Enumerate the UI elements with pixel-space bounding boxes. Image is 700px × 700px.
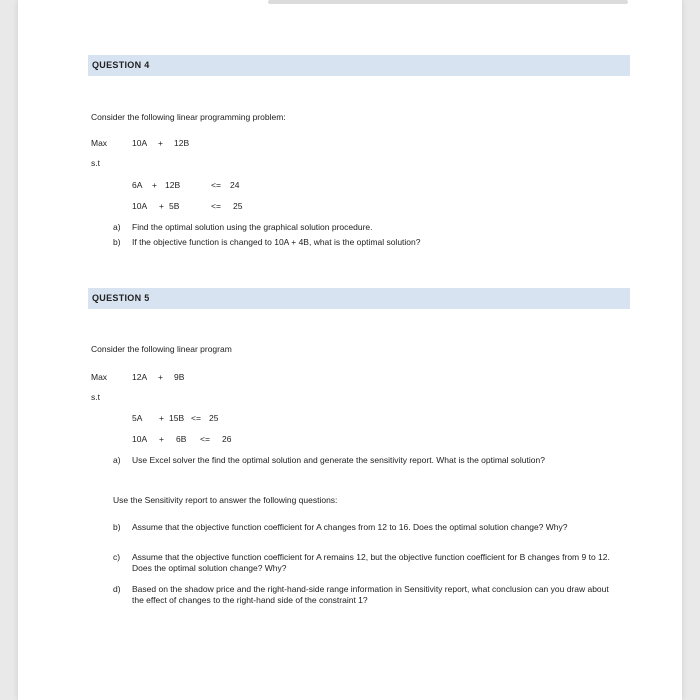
q5-c2-rhs: 26 <box>222 434 232 444</box>
q4-obj-term2: 12B <box>174 138 190 148</box>
q5-c1-op: + <box>159 413 164 423</box>
q4-item-b-marker: b) <box>113 237 121 247</box>
q5-c1-term1: 5A <box>132 413 143 423</box>
q5-c2-term2: 6B <box>176 434 187 444</box>
q5-intro: Consider the following linear program <box>91 344 232 354</box>
q5-c2-op: + <box>159 434 164 444</box>
q5-item-d-marker: d) <box>113 584 121 594</box>
q5-item-b-marker: b) <box>113 522 121 532</box>
q4-obj-term1: 10A <box>132 138 148 148</box>
question-5-header: QUESTION 5 <box>88 288 630 309</box>
q4-max-label: Max <box>91 138 108 148</box>
q4-c1-term1: 6A <box>132 180 143 190</box>
q4-intro: Consider the following linear programming problem: <box>91 112 286 122</box>
q5-item-b-text: Assume that the objective function coefficient for A changes from 12 to 16. Does the optimal solution change? Why? <box>132 522 568 532</box>
q4-c1-op: + <box>152 180 157 190</box>
q5-item-a-marker: a) <box>113 455 121 465</box>
q4-c1-rel: <= <box>211 180 221 190</box>
q5-obj-op: + <box>158 372 163 382</box>
document-page <box>18 0 682 700</box>
q4-item-a-text: Find the optimal solution using the graphical solution procedure. <box>132 222 373 232</box>
q4-c1-term2: 12B <box>165 180 181 190</box>
q5-item-c-marker: c) <box>113 552 121 562</box>
q4-item-a-marker: a) <box>113 222 121 232</box>
q5-c1-rel: <= <box>191 413 201 423</box>
q4-st: s.t <box>91 158 100 168</box>
q4-c2-term1: 10A <box>132 201 148 211</box>
q5-obj-term2: 9B <box>174 372 185 382</box>
q4-c2-rel: <= <box>211 201 221 211</box>
q5-sensitivity-intro: Use the Sensitivity report to answer the following questions: <box>113 495 338 505</box>
question-4-header: QUESTION 4 <box>88 55 630 76</box>
q5-item-c-text: Assume that the objective function coefficient for A remains 12, but the objective function coefficient for B changes from 9 to 12. Does the optimal solution change? Why? <box>132 552 610 573</box>
q5-st: s.t <box>91 392 100 402</box>
q5-c2-rel: <= <box>200 434 210 444</box>
q4-c2-term2: 5B <box>169 201 180 211</box>
q4-item-b-text: If the objective function is changed to 10A + 4B, what is the optimal solution? <box>132 237 421 247</box>
top-bar <box>268 0 628 4</box>
q4-c1-rhs: 24 <box>230 180 240 190</box>
q5-obj-term1: 12A <box>132 372 148 382</box>
q5-c1-term2: 15B <box>169 413 185 423</box>
q5-max-label: Max <box>91 372 108 382</box>
q5-item-a-text: Use Excel solver the find the optimal solution and generate the sensitivity report. What is the optimal solution? <box>132 455 545 465</box>
q5-item-d-text: Based on the shadow price and the right-hand-side range information in Sensitivity report, what conclusion can you draw about the effect of changes to the right-hand side of the constraint 1? <box>132 584 609 605</box>
q4-obj-op: + <box>158 138 163 148</box>
q5-c1-rhs: 25 <box>209 413 219 423</box>
q4-c2-op: + <box>159 201 164 211</box>
q4-c2-rhs: 25 <box>233 201 243 211</box>
q5-c2-term1: 10A <box>132 434 148 444</box>
